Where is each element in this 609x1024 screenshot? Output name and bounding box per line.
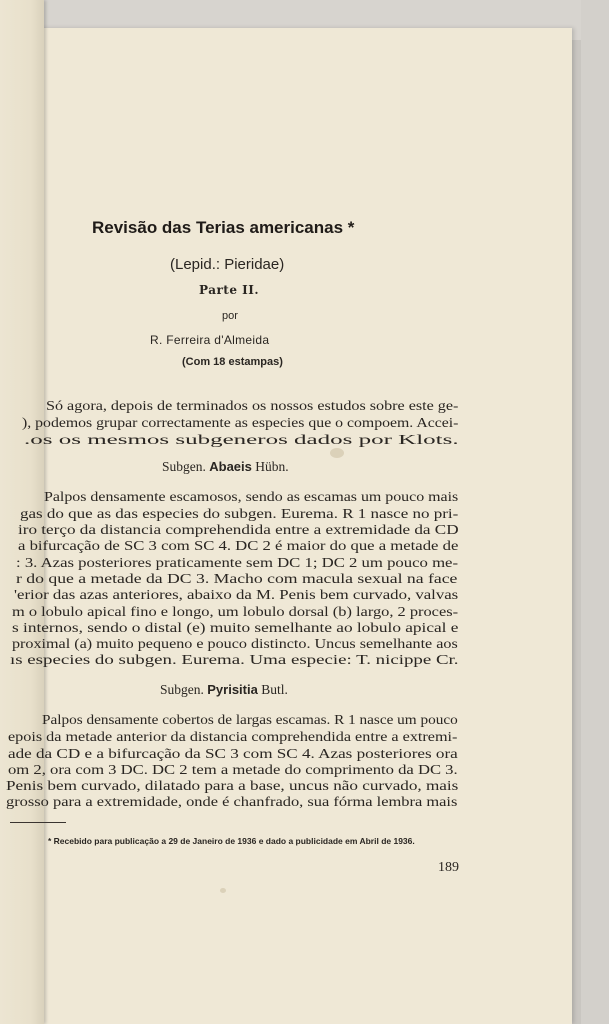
article-title: Revisão das Terias americanas * — [92, 218, 355, 237]
subgen-author: Hübn. — [255, 459, 289, 474]
body-line: grosso para a extremidade, onde é chanfrado, sua fórma lembra mais — [6, 794, 458, 809]
footnote: * Recebido para publicação a 29 de Janeiro de 1936 e dado a publicidade em Abril de 1936. — [48, 836, 415, 846]
body-line: Palpos densamente escamosos, sendo as escamas um pouco mais — [44, 489, 459, 504]
body-line: om 2, ora com 3 DC. DC 2 tem a metade do comprimento da DC 3. — [8, 762, 458, 777]
background-right — [581, 0, 609, 1024]
body-line: ade da CD e a bifurcação da SC 3 com SC 4. Azas posteriores ora — [8, 746, 458, 761]
body-line: Palpos densamente cobertos de largas escamas. R 1 nasce um pouco — [42, 712, 458, 727]
body-line: ıs especies do subgen. Eurema. Uma especie: T. nicippe Cr. — [10, 652, 459, 667]
subgen-heading — [162, 459, 289, 475]
subgen-name: Pyrisitia — [207, 682, 258, 697]
body-line: m o lobulo apical fino e longo, um lobulo dorsal (b) largo, 2 proces- — [12, 604, 459, 619]
footnote-rule — [10, 822, 66, 823]
body-line: a bifurcação de SC 3 com SC 4. DC 2 é maior do que a metade de — [18, 538, 459, 553]
subgen-name: Abaeis — [209, 459, 252, 474]
subgen-prefix: Subgen. — [162, 459, 206, 474]
body-line: : 3. Azas posteriores praticamente sem DC 1; DC 2 um pouco me- — [16, 555, 459, 570]
article-subtitle: (Lepid.: Pieridae) — [170, 256, 285, 273]
body-line: gas do que as das especies do subgen. Eurema. R 1 nasce no pri- — [20, 506, 459, 521]
body-line: 'erior das azas anteriores, abaixo da M. Penis bem curvado, valvas — [14, 587, 459, 602]
intro-line: .os os mesmos subgeneros dados por Klots. — [24, 432, 459, 447]
paper-stain — [330, 448, 344, 458]
plates-note: (Com 18 estampas) — [182, 356, 283, 368]
body-line: iro terço da distancia comprehendida entre a extremidade da CD — [18, 522, 459, 537]
article-part: Parte II. — [199, 283, 260, 297]
page-number: 189 — [438, 860, 459, 875]
intro-line: Só agora, depois de terminados os nossos estudos sobre este ge- — [46, 398, 459, 413]
body-line: Penis bem curvado, dilatado para a base, uncus não curvado, mais — [6, 778, 459, 793]
subgen-prefix: Subgen. — [160, 682, 204, 697]
subgen-author: Butl. — [261, 682, 288, 697]
paper-stain — [220, 888, 226, 893]
body-line: epois da metade anterior da distancia comprehendida entre a extremi- — [8, 729, 458, 744]
body-line: s internos, sendo o distal (e) muito semelhante ao lobulo apical e — [12, 620, 459, 635]
author-name: R. Ferreira d'Almeida — [150, 333, 270, 347]
intro-line: ), podemos grupar correctamente as especies que o compoem. Accei- — [22, 415, 459, 430]
subgen-heading — [160, 682, 288, 698]
body-line: proximal (a) muito pequeno e pouco distincto. Uncus semelhante aos — [12, 636, 458, 651]
body-line: r do que a metade da DC 3. Macho com macula sexual na face — [16, 571, 458, 586]
byline-por: por — [222, 310, 238, 322]
